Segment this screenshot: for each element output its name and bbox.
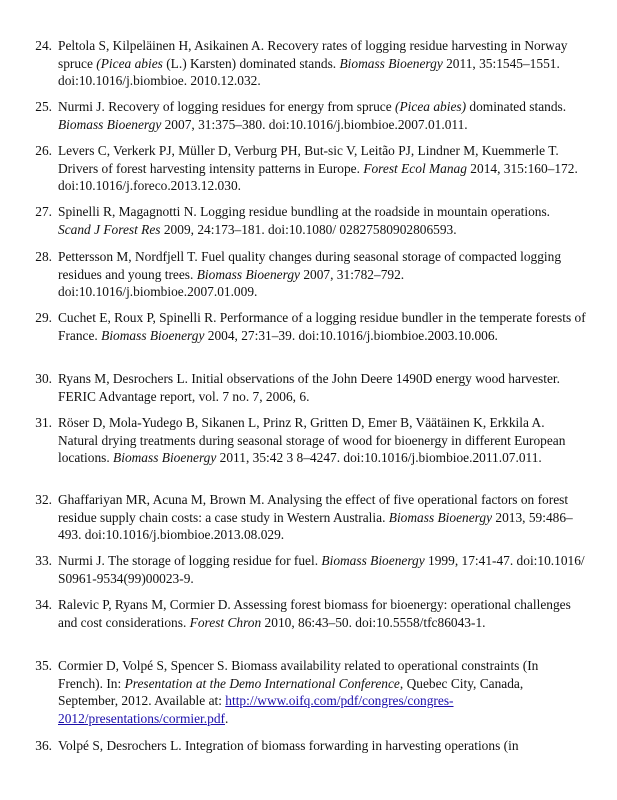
reference-number: 36.: [35, 738, 52, 753]
reference-text-segment: Pettersson M, Nordfjell T. Fuel quality changes during seasonal storage of compacted logging residues and young trees.: [58, 249, 562, 282]
reference-text-segment: 2013, 59:486–493. doi:10.1016/j.biombioe.2013.08.029.: [58, 509, 573, 543]
reference-number: 33.: [35, 553, 52, 568]
reference-link[interactable]: http://www.oifq.com/pdf/congres/congres-2012/presentations/cormier.pdf: [58, 693, 454, 726]
reference-text-segment: Ghaffariyan MR, Acuna M, Brown M. Analysing the effect of five operational factors on forest residue supply chain costs: a case study in Western Australia.: [58, 492, 569, 525]
reference-text-segment: Ralevic P, Ryans M, Cormier D. Assessing forest biomass for bioenergy: operational challenges and cost considerations.: [58, 597, 571, 630]
reference-number: 32.: [35, 492, 52, 507]
reference-text-segment: 2009, 24:173–181. doi:10.1080/ 02827580902806593.: [160, 221, 457, 237]
reference-italic-text: Biomass Bioenergy: [388, 509, 493, 525]
reference-number: 34.: [35, 597, 52, 612]
reference-italic-text: Biomass Bioenergy: [113, 450, 217, 466]
reference-text-segment: 2004, 27:31–39. doi:10.1016/j.biombioe.2003.10.006.: [204, 327, 498, 343]
reference-text: [58, 37, 586, 90]
reference-number: 26.: [35, 143, 52, 158]
reference-text-segment: Nurmi J. The storage of logging residue for fuel.: [58, 553, 322, 568]
reference-text-segment: (L.) Karsten) dominated stands.: [162, 55, 340, 71]
reference-text: [58, 203, 586, 238]
reference-text-segment: .: [224, 710, 229, 726]
reference-text-segment: 2014, 315:160–172. doi:10.1016/j.foreco.2013.12.030.: [58, 160, 578, 194]
reference-italic-text: Forest Ecol Manag: [363, 160, 467, 176]
reference-text: [58, 491, 586, 544]
reference-text-segment: 2011, 35:1545–1551. doi:10.1016/j.biombioe. 2010.12.032.: [58, 55, 560, 89]
reference-text: [58, 552, 586, 587]
reference-italic-text: (Picea abies): [395, 99, 467, 114]
reference-number: 28.: [35, 249, 52, 264]
reference-number: 24.: [35, 38, 52, 53]
reference-number: 30.: [35, 371, 52, 386]
reference-number: 29.: [35, 310, 52, 325]
reference-text-segment: 1999, 17:41-47. doi:10.1016/ S0961-9534(99)00023-9.: [58, 553, 585, 586]
reference-number: 35.: [35, 658, 52, 673]
reference-text-segment: 2007, 31:782–792. doi:10.1016/j.biombioe.2007.01.009.: [58, 266, 405, 300]
reference-text: [58, 309, 586, 344]
reference-number: 25.: [35, 99, 52, 114]
reference-italic-text: Biomass Bioenergy: [196, 266, 300, 282]
reference-text-segment: 2007, 31:375–380. doi:10.1016/j.biombioe.2007.01.011.: [161, 116, 468, 132]
reference-text-segment: dominated stands.: [466, 99, 567, 114]
reference-number: 27.: [35, 204, 52, 219]
reference-text-segment: Röser D, Mola-Yudego B, Sikanen L, Prinz R, Gritten D, Emer B, Väätäinen K, Erkkila A. Natural drying treatments during seasonal storage of wood for bioenergy in different European locations.: [58, 415, 566, 466]
reference-text-segment: Spinelli R, Magagnotti N. Logging residue bundling at the roadside in mountain operations.: [58, 204, 551, 219]
reference-text-segment: Peltola S, Kilpeläinen H, Asikainen A. Recovery rates of logging residue harvesting in Norway spruce: [58, 38, 568, 71]
reference-text-segment: Ryans M, Desrochers L. Initial observations of the John Deere 1490D energy wood harvester. FERIC Advantage report, vol. 7 no. 7, 2006, 6.: [58, 371, 560, 404]
reference-italic-text: Forest Chron: [189, 614, 262, 630]
reference-text-segment: 2011, 35:42 3 8–4247. doi:10.1016/j.biombioe.2011.07.011.: [216, 450, 542, 466]
reference-text: [58, 370, 586, 405]
reference-text-segment: Cormier D, Volpé S, Spencer S. Biomass availability related to operational constraints (In French). In:: [58, 658, 539, 691]
reference-text-segment: Levers C, Verkerk PJ, Müller D, Verburg PH, But-sic V, Leitão PJ, Lindner M, Kuemmerle T. Drivers of forest harvesting intensity patterns in Europe.: [58, 143, 559, 176]
reference-text: [58, 657, 586, 727]
reference-italic-text: Biomass Bioenergy: [58, 116, 162, 132]
reference-text: [58, 142, 586, 195]
reference-text: [58, 737, 586, 755]
reference-text-segment: , Quebec City, Canada, September, 2012. Available at:: [58, 675, 524, 709]
reference-text: [58, 414, 586, 467]
reference-italic-text: Biomass Bioenergy: [101, 327, 205, 343]
reference-italic-text: Biomass Bioenergy: [321, 553, 425, 568]
reference-italic-text: (Picea abies: [96, 55, 163, 71]
reference-text-segment: Nurmi J. Recovery of logging residues for energy from spruce: [58, 99, 396, 114]
reference-italic-text: Scand J Forest Res: [58, 221, 161, 237]
reference-italic-text: Biomass Bioenergy: [339, 55, 443, 71]
reference-number: 31.: [35, 415, 52, 430]
reference-text: [58, 98, 586, 133]
reference-text: [58, 248, 586, 301]
reference-text-segment: Cuchet E, Roux P, Spinelli R. Performance of a logging residue bundler in the temperate forests of France.: [58, 310, 586, 343]
reference-italic-text: Presentation at the Demo International Conference: [124, 675, 400, 691]
reference-text: [58, 596, 586, 631]
reference-text-segment: 2010, 86:43–50. doi:10.5558/tfc86043-1.: [261, 614, 486, 630]
reference-text-segment: Volpé S, Desrochers L. Integration of biomass forwarding in harvesting operations (in: [58, 738, 519, 753]
